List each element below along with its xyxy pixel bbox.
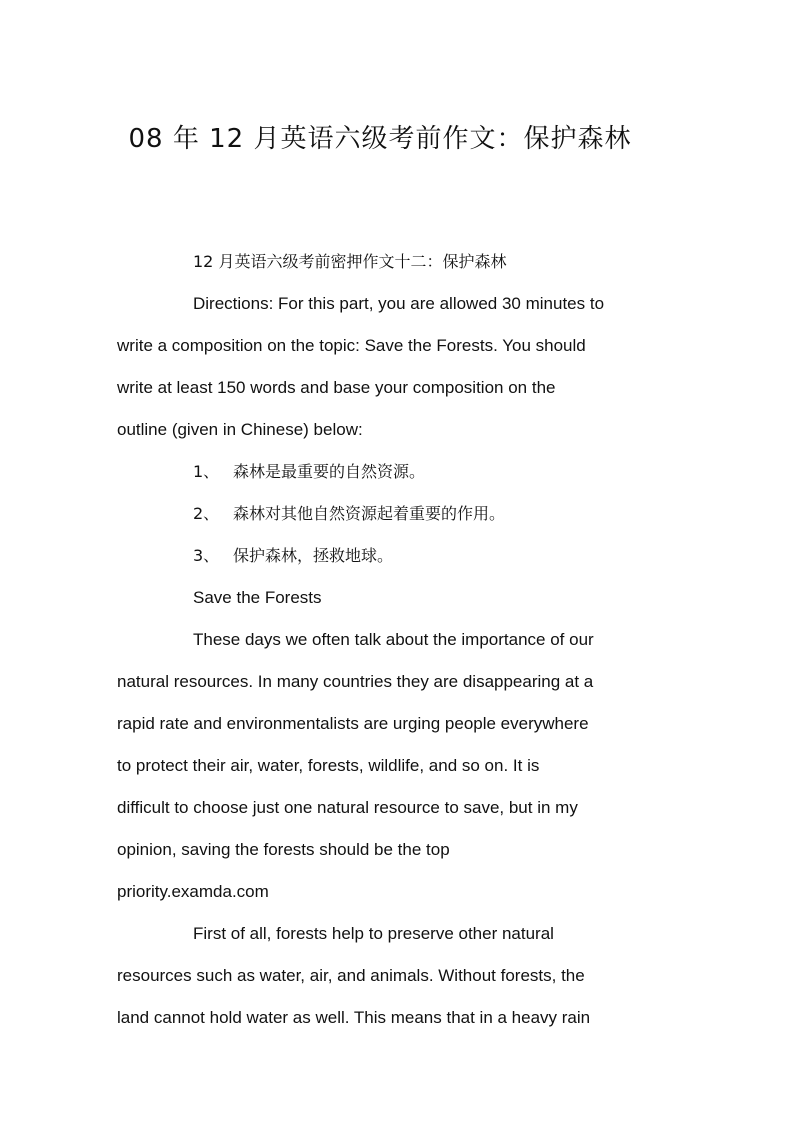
directions-line: outline (given in Chinese) below: (117, 420, 363, 439)
outline-item (193, 544, 393, 568)
outline-item-number: 1、 (193, 462, 220, 481)
outline-item-text: 保护森林，拯救地球。 (233, 546, 394, 565)
essay-title: Save the Forests (193, 588, 322, 607)
subtitle: 12 月英语六级考前密押作文十二：保护森林 (193, 252, 507, 271)
paragraph-line: difficult to choose just one natural resource to save, but in my (117, 798, 578, 817)
directions-line: Directions: For this part, you are allowed 30 minutes to (193, 294, 605, 313)
directions-line: write at least 150 words and base your composition on the (117, 378, 556, 397)
paragraph-line: natural resources. In many countries they are disappearing at a (117, 672, 594, 691)
paragraph-line: opinion, saving the forests should be the top (117, 840, 450, 859)
paragraph-line: to protect their air, water, forests, wildlife, and so on. It is (117, 756, 540, 775)
outline-item (193, 502, 505, 526)
outline-item-number: 2、 (193, 504, 220, 523)
paragraph-line: rapid rate and environmentalists are urging people everywhere (117, 714, 589, 733)
document-title: 08 年 12 月英语六级考前作文：保护森林 (128, 124, 632, 154)
outline-item-number: 3、 (193, 546, 220, 565)
outline-item (193, 460, 425, 484)
paragraph-line: First of all, forests help to preserve other natural (193, 924, 554, 943)
paragraph-line: priority.examda.com (117, 882, 269, 901)
paragraph-line: These days we often talk about the importance of our (193, 630, 594, 649)
paragraph-line: resources such as water, air, and animals. Without forests, the (117, 966, 585, 985)
directions-line: write a composition on the topic: Save the Forests. You should (117, 336, 586, 355)
outline-item-text: 森林是最重要的自然资源。 (233, 462, 426, 481)
outline-item-text: 森林对其他自然资源起着重要的作用。 (233, 504, 506, 523)
paragraph-line: land cannot hold water as well. This means that in a heavy rain (117, 1008, 591, 1027)
